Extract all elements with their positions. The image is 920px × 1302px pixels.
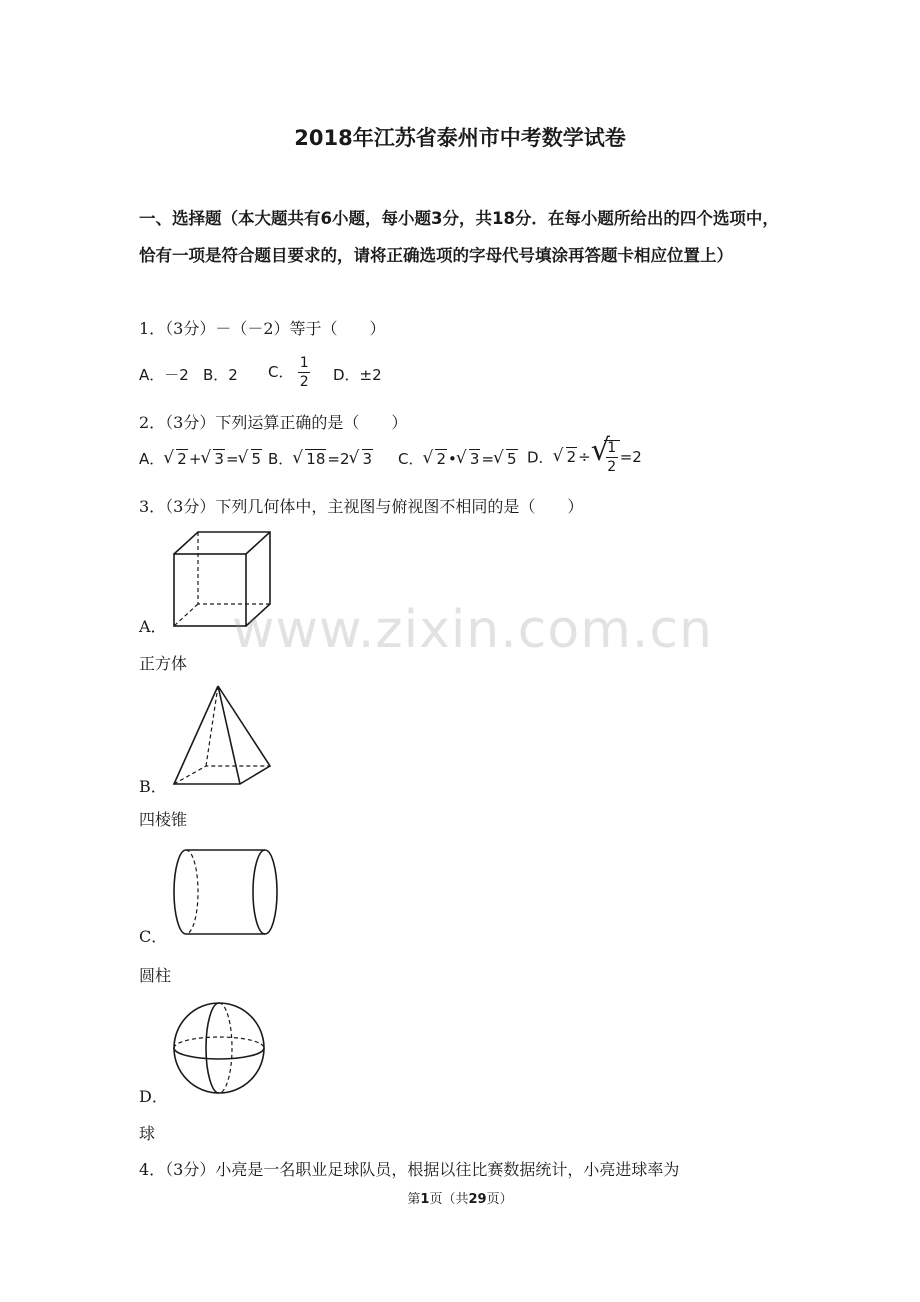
q2-option-b: [268, 448, 374, 469]
sqrt-3: √ 3: [350, 450, 374, 468]
question-2-stem: 2．（3分）下列运算正确的是（ ）: [139, 413, 408, 432]
q3-option-b-name: 四棱锥: [139, 810, 188, 829]
page-footer: [0, 1188, 920, 1207]
footer-suffix: 页）: [486, 1192, 513, 1207]
sqrt-18: √ 18: [293, 450, 326, 468]
q1-option-c-label: C．: [268, 363, 294, 381]
q2-option-d-label: D．: [527, 448, 554, 467]
sqrt-one-half: √ $\frac{1}{2}$: [591, 440, 620, 474]
section-heading: 一、选择题（本大题共有6小题，每小题3分，共18分．在每小题所给出的四个选项中，恰有一项是符合题目要求的，请将正确选项的字母代号填涂再答题卡相应位置上）: [139, 209, 779, 265]
equals-two: =2: [619, 448, 642, 466]
watermark: www.zixin.com.cn: [232, 600, 713, 660]
sphere-icon: [173, 1002, 267, 1096]
sqrt-5: √ 5: [494, 450, 518, 468]
q2-option-a: [139, 448, 263, 469]
footer-page-number: 1: [420, 1192, 430, 1207]
sqrt-3: √ 3: [457, 450, 481, 468]
equals-sign: =: [481, 450, 495, 468]
q1-option-a: A．－2: [139, 366, 189, 384]
plus-sign: +: [188, 450, 202, 468]
q3-option-d-letter: D．: [139, 1087, 168, 1106]
footer-total-pages: 29: [468, 1192, 487, 1207]
q3-option-a-name: 正方体: [139, 654, 188, 673]
q2-option-c-label: C．: [398, 450, 424, 468]
page-title: 2018年江苏省泰州市中考数学试卷: [294, 126, 626, 150]
divide-sign: ÷: [578, 448, 591, 466]
question-4-stem: 4．（3分）小亮是一名职业足球队员，根据以往比赛数据统计，小亮进球率为: [139, 1160, 680, 1179]
q2-option-a-label: A．: [139, 450, 165, 468]
q2-option-b-label: B．: [268, 450, 294, 468]
cylinder-icon: [172, 848, 280, 938]
multiply-dot: •: [448, 450, 457, 468]
question-3-stem: 3．（3分）下列几何体中，主视图与俯视图不相同的是（ ）: [139, 497, 584, 516]
question-1-stem: 1．（3分）－（－2）等于（ ）: [139, 319, 386, 338]
q1-option-c: [268, 356, 310, 389]
fraction-one-half: [298, 356, 310, 389]
sqrt-2: √ 2: [423, 450, 447, 468]
coefficient-two: 2: [339, 450, 350, 468]
q3-option-c-name: 圆柱: [139, 966, 172, 985]
q3-option-a-letter: A．: [139, 617, 167, 636]
sqrt-2: √ 2: [554, 448, 578, 466]
q1-option-d: D．±2: [333, 366, 382, 384]
fraction-numerator: 1: [607, 440, 617, 456]
sqrt-3: √ 3: [201, 450, 225, 468]
equals-sign: =: [225, 450, 239, 468]
q2-option-c: [398, 448, 519, 469]
equals-sign: =: [327, 450, 340, 468]
pyramid-icon: [170, 684, 274, 788]
fraction-denominator: 2: [607, 459, 617, 475]
footer-prefix: 第: [407, 1192, 421, 1207]
q3-option-c-letter: C．: [139, 927, 168, 946]
q3-option-d-name: 球: [139, 1124, 156, 1143]
sqrt-5: √ 5: [239, 450, 263, 468]
fraction-denominator: 2: [299, 374, 309, 390]
q1-option-b: B．2: [203, 366, 238, 384]
q3-option-b-letter: B．: [139, 777, 167, 796]
q2-option-d: [527, 433, 642, 475]
sqrt-2: √ 2: [164, 450, 188, 468]
footer-middle: 页（共: [429, 1192, 469, 1207]
fraction-numerator: 1: [299, 355, 309, 371]
